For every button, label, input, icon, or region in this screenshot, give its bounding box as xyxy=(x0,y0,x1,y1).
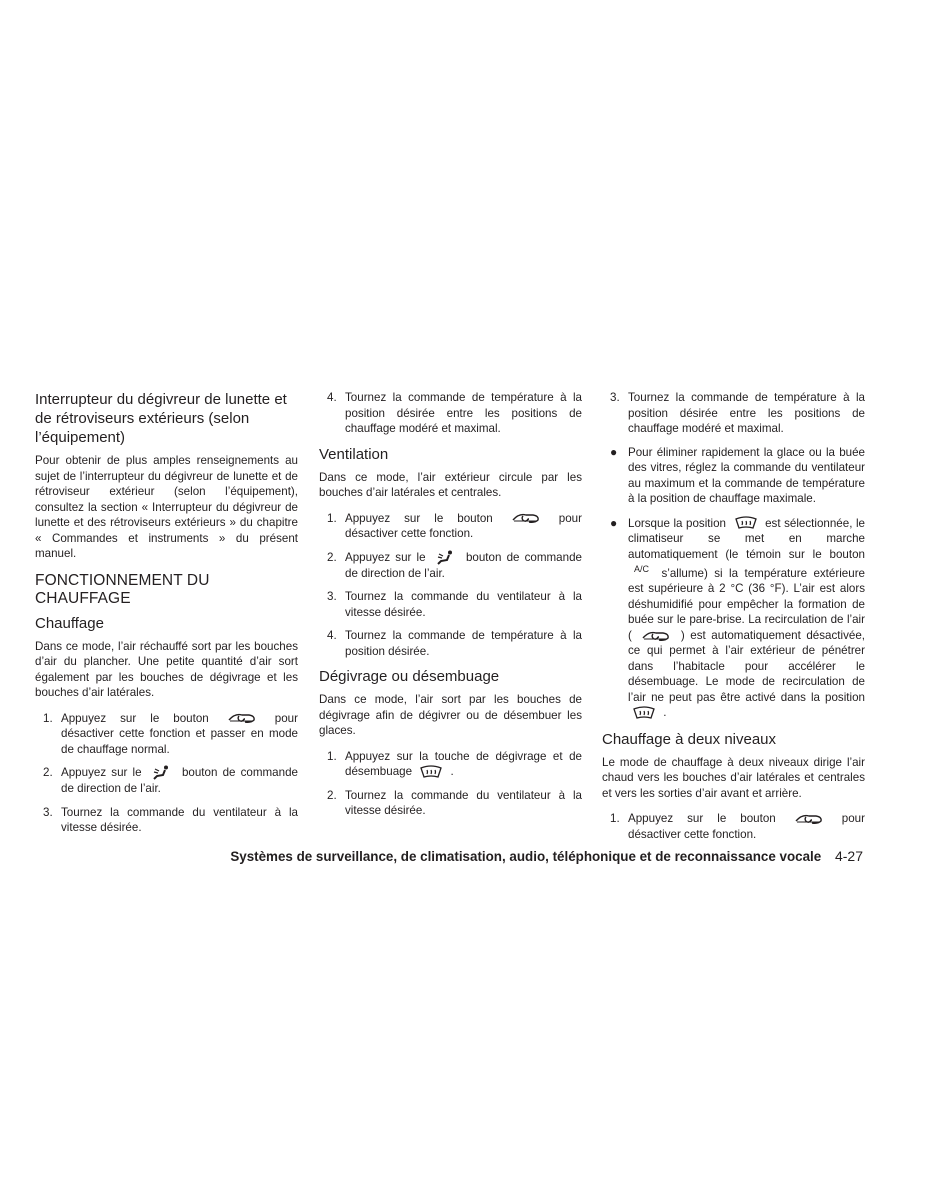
list-item: 2. Appuyez sur le bouton de commande de direction de l’air. xyxy=(327,550,582,580)
air-direction-icon xyxy=(151,765,173,781)
chauffage-steps-cont xyxy=(319,390,582,437)
air-direction-icon xyxy=(435,550,457,566)
paragraph-degivrage: Dans ce mode, l’air sort par les bouches de dégivrage afin de dégivrer ou de désembuer les glaces. xyxy=(319,693,582,737)
list-item: 1. Appuyez sur la touche de dégivrage et de désembuage . xyxy=(327,749,582,778)
page-footer xyxy=(0,848,863,864)
list-item: 1. Appuyez sur le bouton pour désactiver cette fonction. xyxy=(327,511,582,540)
two-level-steps xyxy=(602,811,865,842)
list-item: 3. Tournez la commande du ventilateur à la vitesse désirée. xyxy=(43,805,298,834)
bullet-list xyxy=(602,445,865,721)
list-item: 3. Tournez la commande du ventilateur à la vitesse désirée. xyxy=(327,590,582,619)
defrost-icon xyxy=(734,516,758,530)
heading-chauffage: Chauffage xyxy=(35,614,104,632)
paragraph-defroster: Pour obtenir de plus amples renseignements au sujet de l’interrupteur du dégivreur de lunette et de rétroviseur extérieur (selon l’équipement), consultez la section « Interrupteur du dégivreur de lunette et des rétroviseurs extérieurs » du chapitre « Commandes et instruments » du présent manuel. xyxy=(35,454,298,560)
defrost-icon xyxy=(632,706,656,720)
chapter-title: Systèmes de surveillance, de climatisation, audio, téléphonique et de reconnaissance vocale xyxy=(230,849,822,864)
page-number: 4-27 xyxy=(834,848,863,864)
heading-two-level: Chauffage à deux niveaux xyxy=(602,730,777,748)
list-item: 2. Appuyez sur le bouton de commande de direction de l’air. xyxy=(43,766,298,795)
paragraph-ventilation: Dans ce mode, l’air extérieur circule par les bouches d’air latérales et centrales. xyxy=(319,470,582,499)
column-3 xyxy=(602,390,865,850)
heading-degivrage: Dégivrage ou désembuage xyxy=(319,668,500,685)
recirculation-icon xyxy=(794,812,824,826)
defrost-icon xyxy=(419,765,443,779)
section-title-defroster: Interrupteur du dégivreur de lunette et de rétroviseurs extérieurs (selon l’équipement) xyxy=(35,391,287,446)
list-item: 4. Tournez la commande de température à la position désirée. xyxy=(327,629,582,658)
ventilation-steps xyxy=(319,511,582,660)
list-item: 2. Tournez la commande du ventilateur à la vitesse désirée. xyxy=(327,788,582,817)
bullet-icon: ● xyxy=(610,444,618,459)
list-item: ● Lorsque la position est sélectionnée, le climatiseur se met en marche automatiquement (le témoin sur le bouton $^{A/C}$ s’allume) si la température extérieure est supérieure à 2 °C (36 °F). L’air est alors déshumidifié pour empêcher la formation de buée sur le pare-brise. La recirculation de l’air ( ) est automatiquement désactivée, ce qui permet à l’air extérieur de pénétrer dans l’habitacle pour accélérer le désembuage. Le mode de recirculation de l’air ne peut pas être activé dans la position . xyxy=(610,515,865,720)
degivrage-steps-cont xyxy=(602,390,865,437)
heading-ventilation: Ventilation xyxy=(319,445,389,463)
degivrage-steps xyxy=(319,749,582,819)
ac-label: A/C xyxy=(634,564,650,574)
column-2 xyxy=(319,390,582,827)
recirculation-icon xyxy=(511,511,541,525)
list-item: 3. Tournez la commande de température à la position désirée entre les positions de chauffage modéré et maximal. xyxy=(610,391,865,435)
list-item: 4. Tournez la commande de température à la position désirée entre les positions de chauffage modéré et maximal. xyxy=(327,391,582,435)
bullet-icon: ● xyxy=(610,515,618,530)
column-1 xyxy=(35,390,298,844)
paragraph-chauffage: Dans ce mode, l’air réchauffé sort par les bouches d’air du plancher. Une petite quantité d’air sort également par les bouches de dégivrage et les bouches d’air latérales. xyxy=(35,639,298,699)
recirculation-icon xyxy=(641,629,671,643)
list-item: 1. Appuyez sur le bouton pour désactiver cette fonction. xyxy=(610,812,865,841)
chauffage-steps xyxy=(35,711,298,836)
heading-heater-operation: FONCTIONNEMENT DU CHAUFFAGE xyxy=(35,571,210,607)
list-item: 1. Appuyez sur le bouton pour désactiver cette fonction et passer en mode de chauffage normal. xyxy=(43,711,298,756)
paragraph-two-level: Le mode de chauffage à deux niveaux dirige l’air chaud vers les bouches d’air latérales et centrales et vers les sorties d’air avant et arrière. xyxy=(602,755,865,800)
recirculation-icon xyxy=(227,711,257,725)
list-item: ● Pour éliminer rapidement la glace ou la buée des vitres, réglez la commande du ventilateur au maximum et la commande de température à la position de chauffage maximale. xyxy=(610,444,865,505)
